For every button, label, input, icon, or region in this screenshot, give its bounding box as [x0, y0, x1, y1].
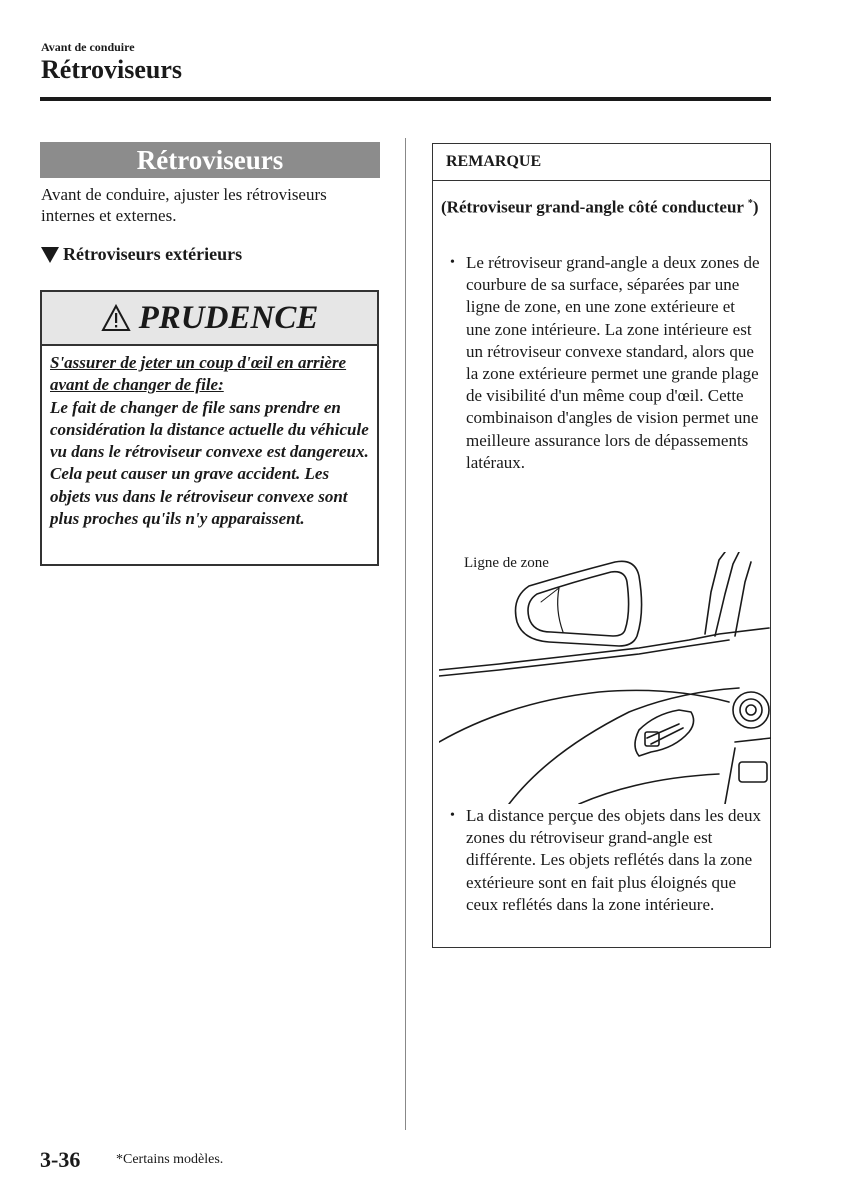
caution-header	[42, 292, 377, 346]
intro-text: Avant de conduire, ajuster les rétroviseurs internes et externes.	[41, 185, 327, 225]
bullet-text: La distance perçue des objets dans les deux zones du rétroviseur grand-angle est différente. Les objets reflétés dans la zone extérieure sont en fait plus éloignés que ceux reflétés dans la zone intérieure.	[466, 806, 762, 914]
page-title: Rétroviseurs	[41, 55, 183, 84]
footnote-mark: *	[747, 198, 753, 209]
caution-lead: S'assurer de jeter un coup d'œil en arrière avant de changer de file:	[50, 353, 347, 395]
subheading	[41, 244, 242, 265]
footnote: *Certains modèles.	[116, 1152, 224, 1167]
list-item	[450, 252, 762, 474]
mirror-figure	[439, 552, 771, 804]
page-number: 3-36	[40, 1147, 81, 1172]
note-box	[432, 143, 771, 948]
section-banner-title: Rétroviseurs	[136, 144, 284, 175]
header-rule	[40, 97, 771, 101]
bullet-text: Le rétroviseur grand-angle a deux zones de courbure de sa surface, séparées par une ligne de zone, en une zone extérieure et une zone intérieure. La zone intérieure est un rétroviseur convexe standard, alors que la zone extérieure permet une grande plage de visibilité d'un même coup d'œil. Cette combinaison d'angles de vision permet une meilleure assurance lors de dépassements latéraux.	[466, 253, 760, 472]
figure-label: Ligne de zone	[464, 555, 549, 571]
header-kicker: Avant de conduire	[41, 40, 135, 54]
caution-text: Le fait de changer de file sans prendre en considération la distance actuelle du véhicule vu dans le rétroviseur convexe est dangereux. Cela peut causer un grave accident. Les objets vus dans le rétroviseur convexe sont plus proches qu'ils n'y apparaissent.	[50, 397, 369, 529]
column-divider	[405, 138, 406, 1130]
bullet-glyph: •	[450, 255, 455, 270]
warning-icon	[101, 304, 131, 332]
mirror-illustration	[439, 552, 771, 804]
caution-box	[40, 290, 379, 566]
caution-title: PRUDENCE	[138, 299, 319, 336]
triangle-down-icon	[41, 247, 59, 263]
note-heading: REMARQUE	[433, 144, 770, 181]
section-banner	[40, 142, 380, 178]
bullet-glyph: •	[450, 808, 455, 823]
note-subheading: (Rétroviseur grand-angle côté conducteur *)	[441, 197, 759, 217]
subheading-text: Rétroviseurs extérieurs	[63, 244, 243, 264]
list-item	[450, 805, 762, 916]
caution-body	[42, 346, 377, 530]
